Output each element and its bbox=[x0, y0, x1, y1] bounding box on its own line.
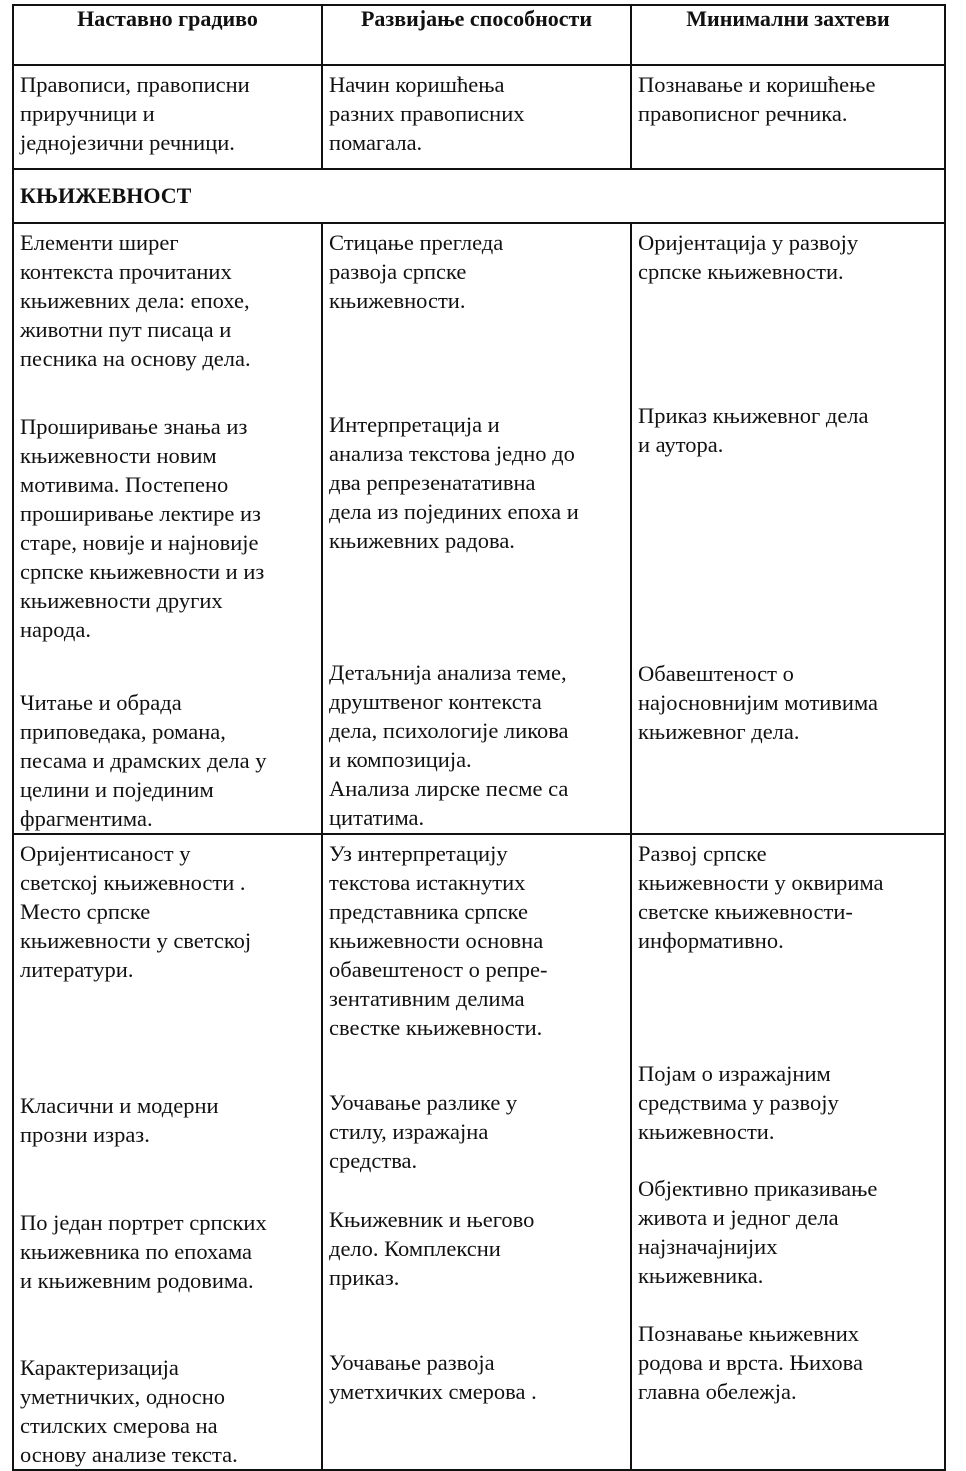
header-skill-development: Развијање способности bbox=[322, 5, 631, 65]
cell-text: Познавање књижевних родова и врста. Њихова главна обележја. bbox=[638, 1321, 863, 1404]
cell-text: Обавештеност о најосновнијим мотивима књижевног дела. bbox=[638, 661, 879, 744]
cell-text: Развој српске књижевности у оквирима светске књижевности- информативно. bbox=[638, 841, 884, 953]
cell-text: Стицање прегледа развоја српске књижевности. bbox=[329, 230, 504, 313]
cell-text: Појам о изражајним средствима у развоју књижевности. bbox=[638, 1061, 839, 1144]
cell-text: Познавање и коришћење правописног речника. bbox=[638, 72, 876, 126]
header-teaching-material: Наставно градиво bbox=[13, 5, 322, 65]
cell-text: Интерпретација и анализа текстова једно до два репрезенатативна дела из појединих епоха и књижевних радова. bbox=[329, 412, 579, 553]
cell-text: Начин коришћења разних правописних помагала. bbox=[329, 72, 525, 155]
curriculum-table bbox=[12, 4, 946, 1471]
header-row bbox=[13, 5, 945, 65]
table-cell bbox=[13, 834, 322, 1470]
cell-text: Оријентисаност у светској књижевности . Место српске књижевности у светској литератури. bbox=[20, 841, 252, 982]
cell-text: Оријентација у развоју српске књижевности. bbox=[638, 230, 859, 284]
table-cell bbox=[322, 223, 631, 834]
cell-text: Објективно приказивање живота и једног дела најзначајнијих књижевника. bbox=[638, 1176, 878, 1288]
cell-text: Елементи ширег контекста прочитаних књижевних дела: епохе, животни пут писаца и песника на основу дела. bbox=[20, 230, 251, 371]
header-minimum-requirements: Минимални захтеви bbox=[631, 5, 945, 65]
cell-text: Уочавање разлике у стилу, изражајна средства. bbox=[329, 1090, 518, 1173]
cell-text: По један портрет српских књижевника по епохама и књижевним родовима. bbox=[20, 1210, 267, 1293]
table-cell bbox=[13, 223, 322, 834]
section-row bbox=[13, 169, 945, 223]
table-cell bbox=[322, 834, 631, 1470]
section-title: КЊИЖЕВНОСТ bbox=[13, 169, 945, 223]
table-cell bbox=[322, 65, 631, 169]
cell-text: Правописи, правописни приручници и једнојезични речници. bbox=[20, 72, 250, 155]
table-cell bbox=[631, 834, 945, 1470]
cell-text: Детаљнија анализа теме, друштвеног контекста дела, психологије ликова и композиција. Анализа лирске песме са цитатима. bbox=[329, 660, 569, 830]
cell-text: Класични и модерни прозни израз. bbox=[20, 1093, 219, 1147]
table-cell bbox=[631, 223, 945, 834]
cell-text: Проширивање знања из књижевности новим мотивима. Постепено проширивање лектире из старе, новије и најновије српске књижевности и из књижевности других народа. bbox=[20, 414, 265, 642]
table-row bbox=[13, 223, 945, 834]
cell-text: Читање и обрада приповедака, романа, песама и драмских дела у целини и појединим фрагментима. bbox=[20, 690, 267, 831]
cell-text: Уочавање развоја уметхичких смерова . bbox=[329, 1350, 537, 1404]
cell-text: Уз интерпретацију текстова истакнутих представника српске књижевности основна обавештеност о репре- зентативним делима свестке књижевности. bbox=[329, 841, 548, 1040]
table-cell bbox=[13, 65, 322, 169]
document-page bbox=[12, 4, 944, 1467]
cell-text: Књижевник и његово дело. Комплексни приказ. bbox=[329, 1207, 535, 1290]
cell-text: Приказ књижевног дела и аутора. bbox=[638, 403, 869, 457]
table-cell bbox=[631, 65, 945, 169]
table-row bbox=[13, 65, 945, 169]
table-row bbox=[13, 834, 945, 1470]
cell-text: Карактеризација уметничких, односно стилских смерова на основу анализе текста. bbox=[20, 1355, 238, 1467]
